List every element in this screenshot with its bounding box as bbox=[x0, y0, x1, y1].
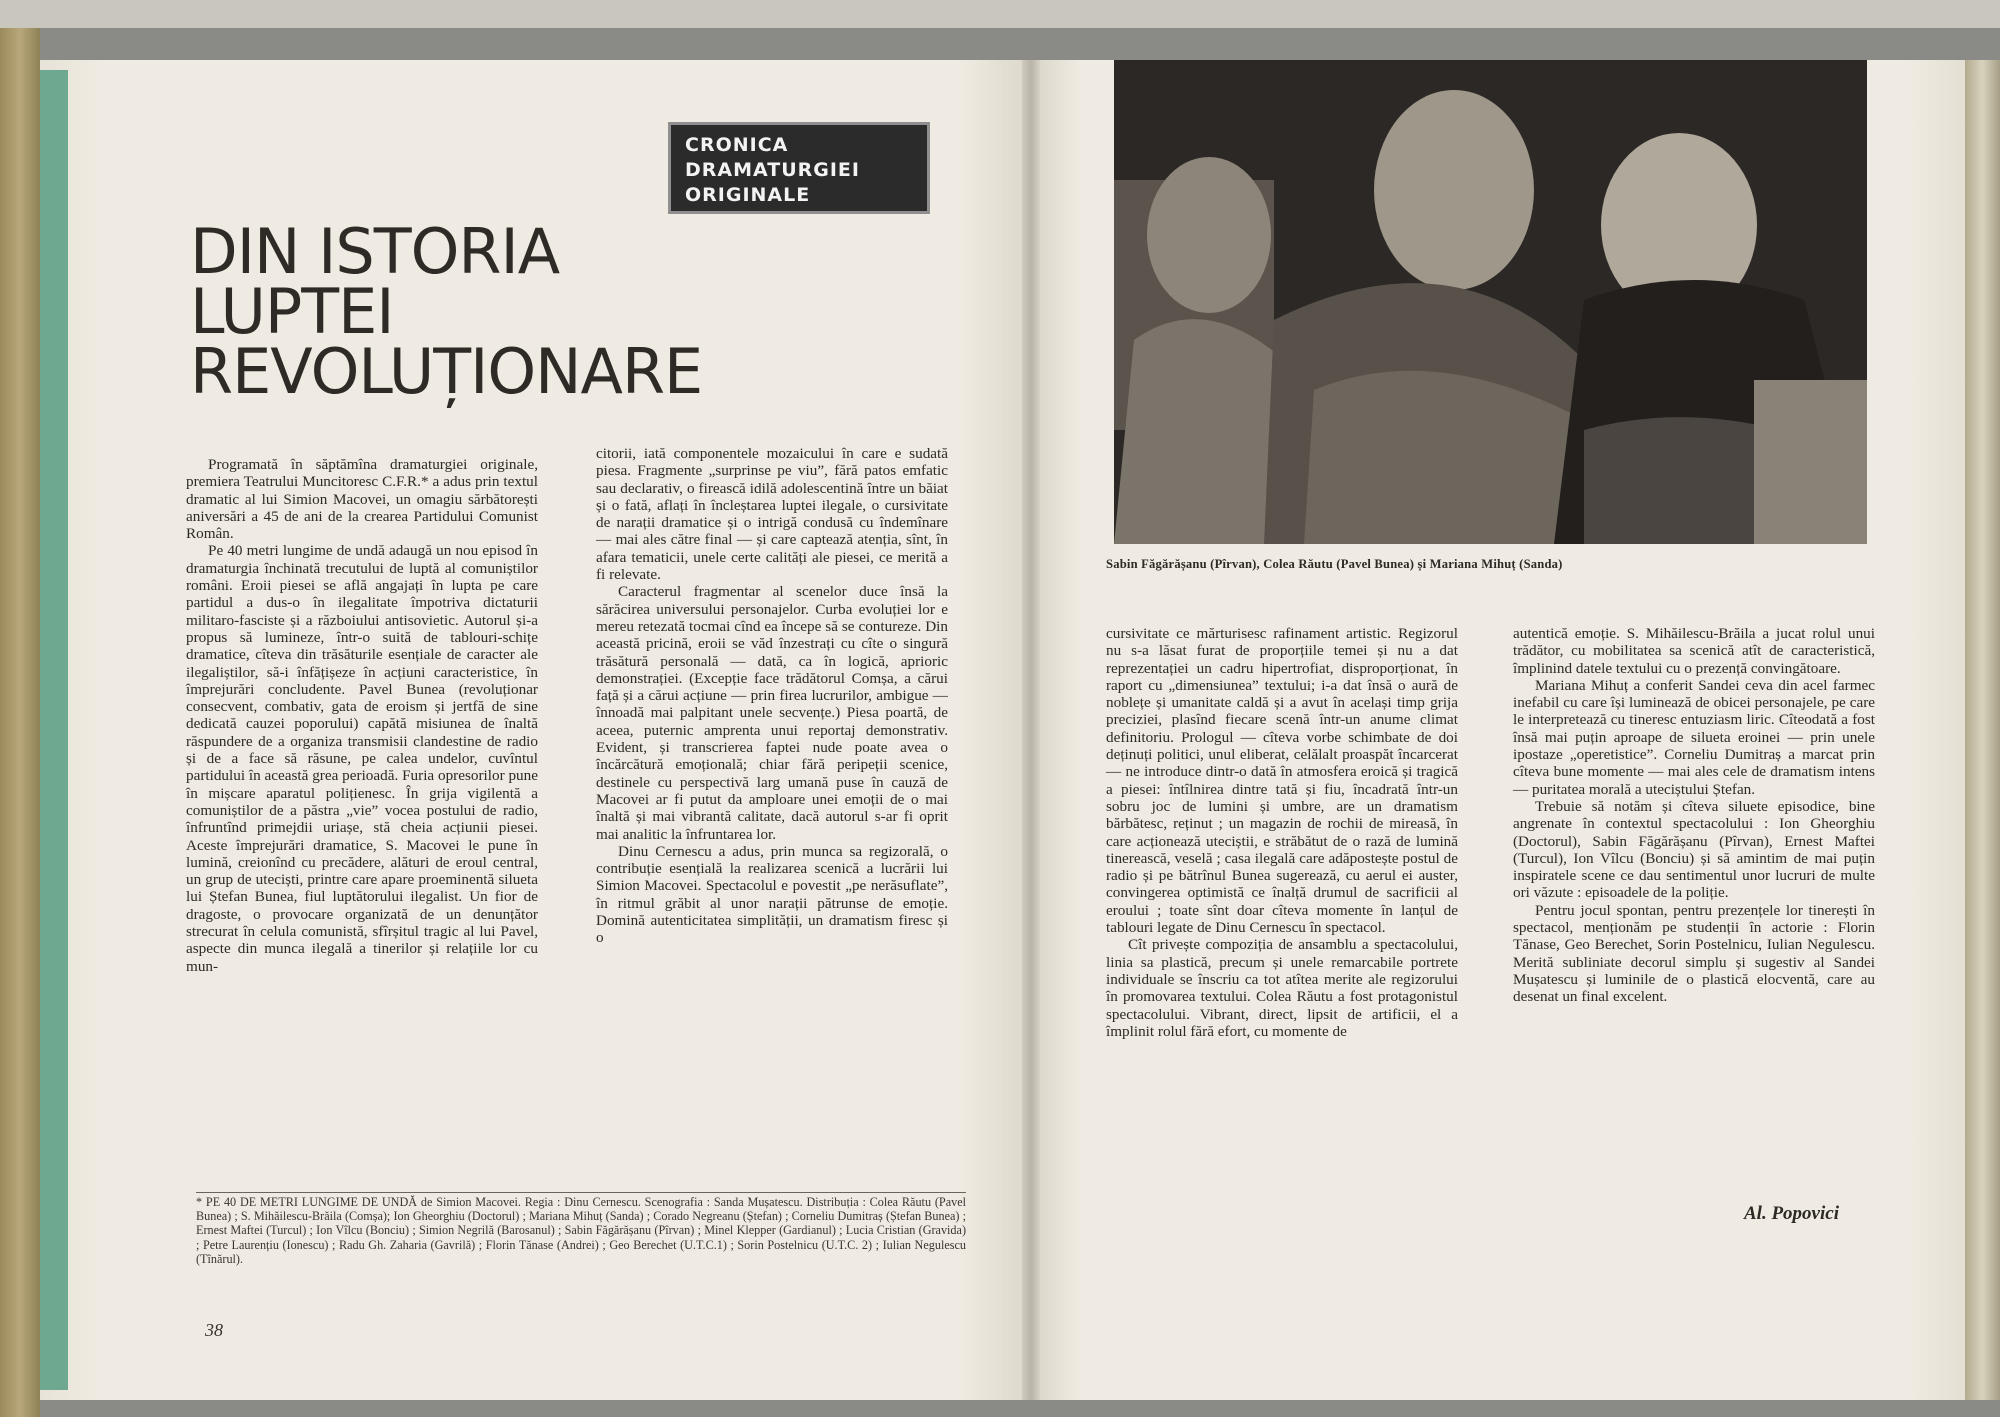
article-headline bbox=[190, 215, 830, 408]
production-photo bbox=[1114, 60, 1867, 544]
photo-figures bbox=[1114, 60, 1867, 544]
text-column-3 bbox=[1106, 625, 1458, 1040]
text-column-1 bbox=[186, 456, 538, 975]
paragraph: Mariana Mihuț a conferit Sandei ceva din acel farmec inefabil cu care își luminează de obicei personajele, pe care le interpretează cu tineresc entuziasm liric. Cîteodată a fost însă mai puțin aproape de silueta eroinei — prin unele ipostaze „operetistice”. Corneliu Dumitraș a marcat prin cîteva bune momente — mai ales cele de dramatism intens — puritatea morală a uteciștului Ștefan. bbox=[1513, 676, 1875, 798]
paragraph: cursivitate ce mărturisesc rafinament artistic. Regizorul nu s-a lăsat furat de proporțiile temei și nu a dat reprezentației un cadru hipertrofiat, disproporționat, în raport cu „dimensiunea” textului; i-a dat însă o aură de noblețe și umanitate caldă și a avut în același timp grija preciziei, plasînd fiecare scenă într-un anume climat definitoriu. Prologul — cîteva vorbe schimbate de doi deținuți politici, unul eliberat, celălalt proaspăt încarcerat — ne introduce dintr-o dată în atmosfera eroică și tragică a piesei: întîlnirea dintre tată și fiu, încadrată într-un sobru joc de lumini și umbre, are un dramatism bărbătesc, reținut ; un magazin de rochii de mireasă, în care acționează uteciștii, e străbătut de o rază de lumină tinerească, veselă ; casa ilegală care adăpostește postul de radio și pe bătrînul Bunea sugerează, cu aerul ei auster, convingerea optimistă ce înalță drumul de sacrificii al eroului ; toate sînt doar cîteva momente în lanțul de tablouri legate de Dinu Cernescu în spectacol. bbox=[1106, 625, 1458, 937]
paragraph: Cît privește compoziția de ansamblu a spectacolului, linia sa plastică, precum și unele remarcabile portrete individuale se înscriu ca tot atîtea merite ale regizorului în promovarea textului. Colea Răutu a fost protagonistul spectacolului. Vibrant, direct, lipsit de artificii, el a împlinit rolul fără efort, cu momente de bbox=[1106, 936, 1458, 1040]
headline-line-3: REVOLUȚIONARE bbox=[190, 335, 703, 408]
paragraph: Programată în săptămîna dramaturgiei originale, premiera Teatrului Muncitoresc C.F.R.* a adus prin textul dramatic al lui Simion Macovei, un omagiu sărbătorești aniversări a 45 de ani de la crearea Partidului Comunist Român. bbox=[186, 456, 538, 543]
text-column-2 bbox=[596, 445, 948, 947]
paragraph: citorii, iată componentele mozaicului în care e sudată piesa. Fragmente „surprinse pe viu”, fără patos emfatic sau declarativ, o firească idilă adolescentină între un băiat și o fată, aflați în încleștarea luptei ilegale, o cursivitate de narații dramatice și o intrigă condusă cu îndemînare — mai ales către final — și care captează atenția, sînt, în afara tematicii, unele certe calități ale piesei, ce merită a fi relevate. bbox=[596, 445, 948, 584]
page-gutter bbox=[1022, 60, 1040, 1400]
paragraph: Caracterul fragmentar al scenelor duce însă la sărăcirea universului personajelor. Curba evoluției lor e mereu retezată tocmai cînd ea începe să se contureze. Din această pricină, eroii se văd înzestrați cu cîte o singură trăsătură personală — dată, ca în logică, aprioric demonstrației. (Excepție face trădătorul Comșa, a cărui față și a cărui acțiune — prin firea lucrurilor, ambigue — înnoadă mai palpitant unele secvențe.) Piesa poartă, de aceea, puternic amprenta unui reportaj demonstrativ. Evident, și transcrierea faptei nude poate avea o încărcătură emoțională; chiar fără peripeții scenice, destinele cu perspectivă larg umană puse în cauză de Macovei ar fi putut da amploare unei emoții de o mai înaltă și mai vibrantă calitate, dacă autorul s-ar fi oprit mai analitic la înfruntarea lor. bbox=[596, 583, 948, 843]
right-page-edges bbox=[1965, 60, 2000, 1400]
paragraph: autentică emoție. S. Mihăilescu-Brăila a jucat rolul unui trădător, cu mobilitatea sa scenică atît de caracteristică, împlinind datele textului cu o prezență convingătoare. bbox=[1513, 625, 1875, 677]
headline-line-1: DIN ISTORIA bbox=[190, 215, 560, 288]
rubric-line-1: CRONICA bbox=[685, 134, 789, 156]
author-signature: Al. Popovici bbox=[1744, 1203, 1839, 1224]
green-page-edge bbox=[40, 70, 68, 1390]
paragraph: Trebuie să notăm și cîteva siluete episodice, bine angrenate în contextul spectacolului : Ion Gheorghiu (Doctorul), Sabin Făgărășanu (Pîrvan), Ernest Maftei (Turcul), Ion Vîlcu (Bonciu) și să amintim de mai puțin inspiratele scene ce dau sentimentul unor lucruri de multe ori văzute : episoadele de la poliție. bbox=[1513, 797, 1875, 902]
paragraph: Pentru jocul spontan, pentru prezențele lor tinerești în spectacol, menționăm pe studenții în actorie : Florin Tănase, Geo Berechet, Sorin Postelnicu, Iulian Negulescu. Merită subliniate decorul simplu și sugestiv al Sandei Mușatescu și luminile de o plastică elocventă, care au desenat un final excelent. bbox=[1513, 901, 1875, 1006]
rubric-line-2: DRAMATURGIEI bbox=[685, 159, 860, 181]
headline-line-2: LUPTEI bbox=[190, 275, 394, 348]
section-rubric bbox=[668, 122, 930, 214]
paragraph: Pe 40 metri lungime de undă adaugă un nou episod în dramaturgia închinată trecutului de luptă al comuniștilor români. Eroii piesei se află angajați în lupta pe care partidul a dus-o în ilegalitate împotriva dictaturii militaro-fasciste și a războiului antisovietic. Autorul și-a propus să lumineze, într-o suită de tablouri-schițe dramatice, cîteva din trăsăturile esențiale de caracter ale ilegaliștilor, să-i înfățișeze în acțiuni caracteristice, în împrejurări concludente. Pavel Bunea (revoluționar consecvent, combativ, gata de eroism și jertfă de sine dedicată cauzei poporului) capătă misiunea de înaltă răspundere de a organiza transmisii clandestine de radio și de a face să răsune, pe calea undelor, cuvîntul partidului în această grea perioadă. Furia opresorilor pune în mișcare aparatul polițienesc. În grija vigilentă a comuniștilor de a păstra „vie” vocea postului de radio, înfruntînd primejdii uriașe, stă cheia acțiunii piesei. Aceste împrejurări dramatice, S. Macovei le pune în lumină, creionînd cu precădere, alături de eroul central, un grup de uteciști, printre care apare proeminentă silueta lui Ștefan Bunea, fiul luptătorului ilegalist. Un fior de dragoste, o provocare organizată de un denunțător strecurat în celula comunistă, sfîrșitul tragic al lui Pavel, aspecte din munca ilegală a tinerilor și relațiile lor cu mun- bbox=[186, 542, 538, 975]
page-number: 38 bbox=[205, 1320, 223, 1340]
text-column-4 bbox=[1513, 625, 1875, 1006]
photo-caption: Sabin Făgărășanu (Pîrvan), Colea Răutu (Pavel Bunea) și Mariana Mihuț (Sanda) bbox=[1106, 557, 1563, 571]
rubric-line-3: ORIGINALE bbox=[685, 184, 811, 206]
paragraph: Dinu Cernescu a adus, prin munca sa regizorală, o contribuție esențială la realizarea scenică a lucrării lui Simion Macovei. Spectacolul e povestit „pe nerăsuflate”, în ritmul grăbit al unor narații pătrunse de emoție. Domină autenticitatea simplității, un dramatism firesc și o bbox=[596, 842, 948, 947]
book-spine-left bbox=[0, 28, 40, 1417]
footnote-credits: * PE 40 DE METRI LUNGIME DE UNDĂ de Simion Macovei. Regia : Dinu Cernescu. Scenografia : Sanda Mușatescu. Distribuția : Colea Răutu (Pavel Bunea) ; S. Mihăilescu-Brăila (Comșa); Ion Gheorghiu (Doctorul) ; Mariana Mihuț (Sanda) ; Corado Negreanu (Ștefan) ; Corneliu Dumitraș (Ștefan Bunea) ; Ernest Maftei (Turcul) ; Ion Vîlcu (Bonciu) ; Simion Negrilă (Barosanul) ; Sabin Făgărășanu (Pîrvan) ; Minel Klepper (Gardianul) ; Lucia Cristian (Gravida) ; Petre Laurențiu (Ionescu) ; Radu Gh. Zaharia (Gavrilă) ; Florin Tănase (Andrei) ; Geo Berechet (U.T.C.1) ; Sorin Postelnicu (U.T.C. 2) ; Iulian Negulescu (Tînărul). bbox=[196, 1192, 966, 1266]
